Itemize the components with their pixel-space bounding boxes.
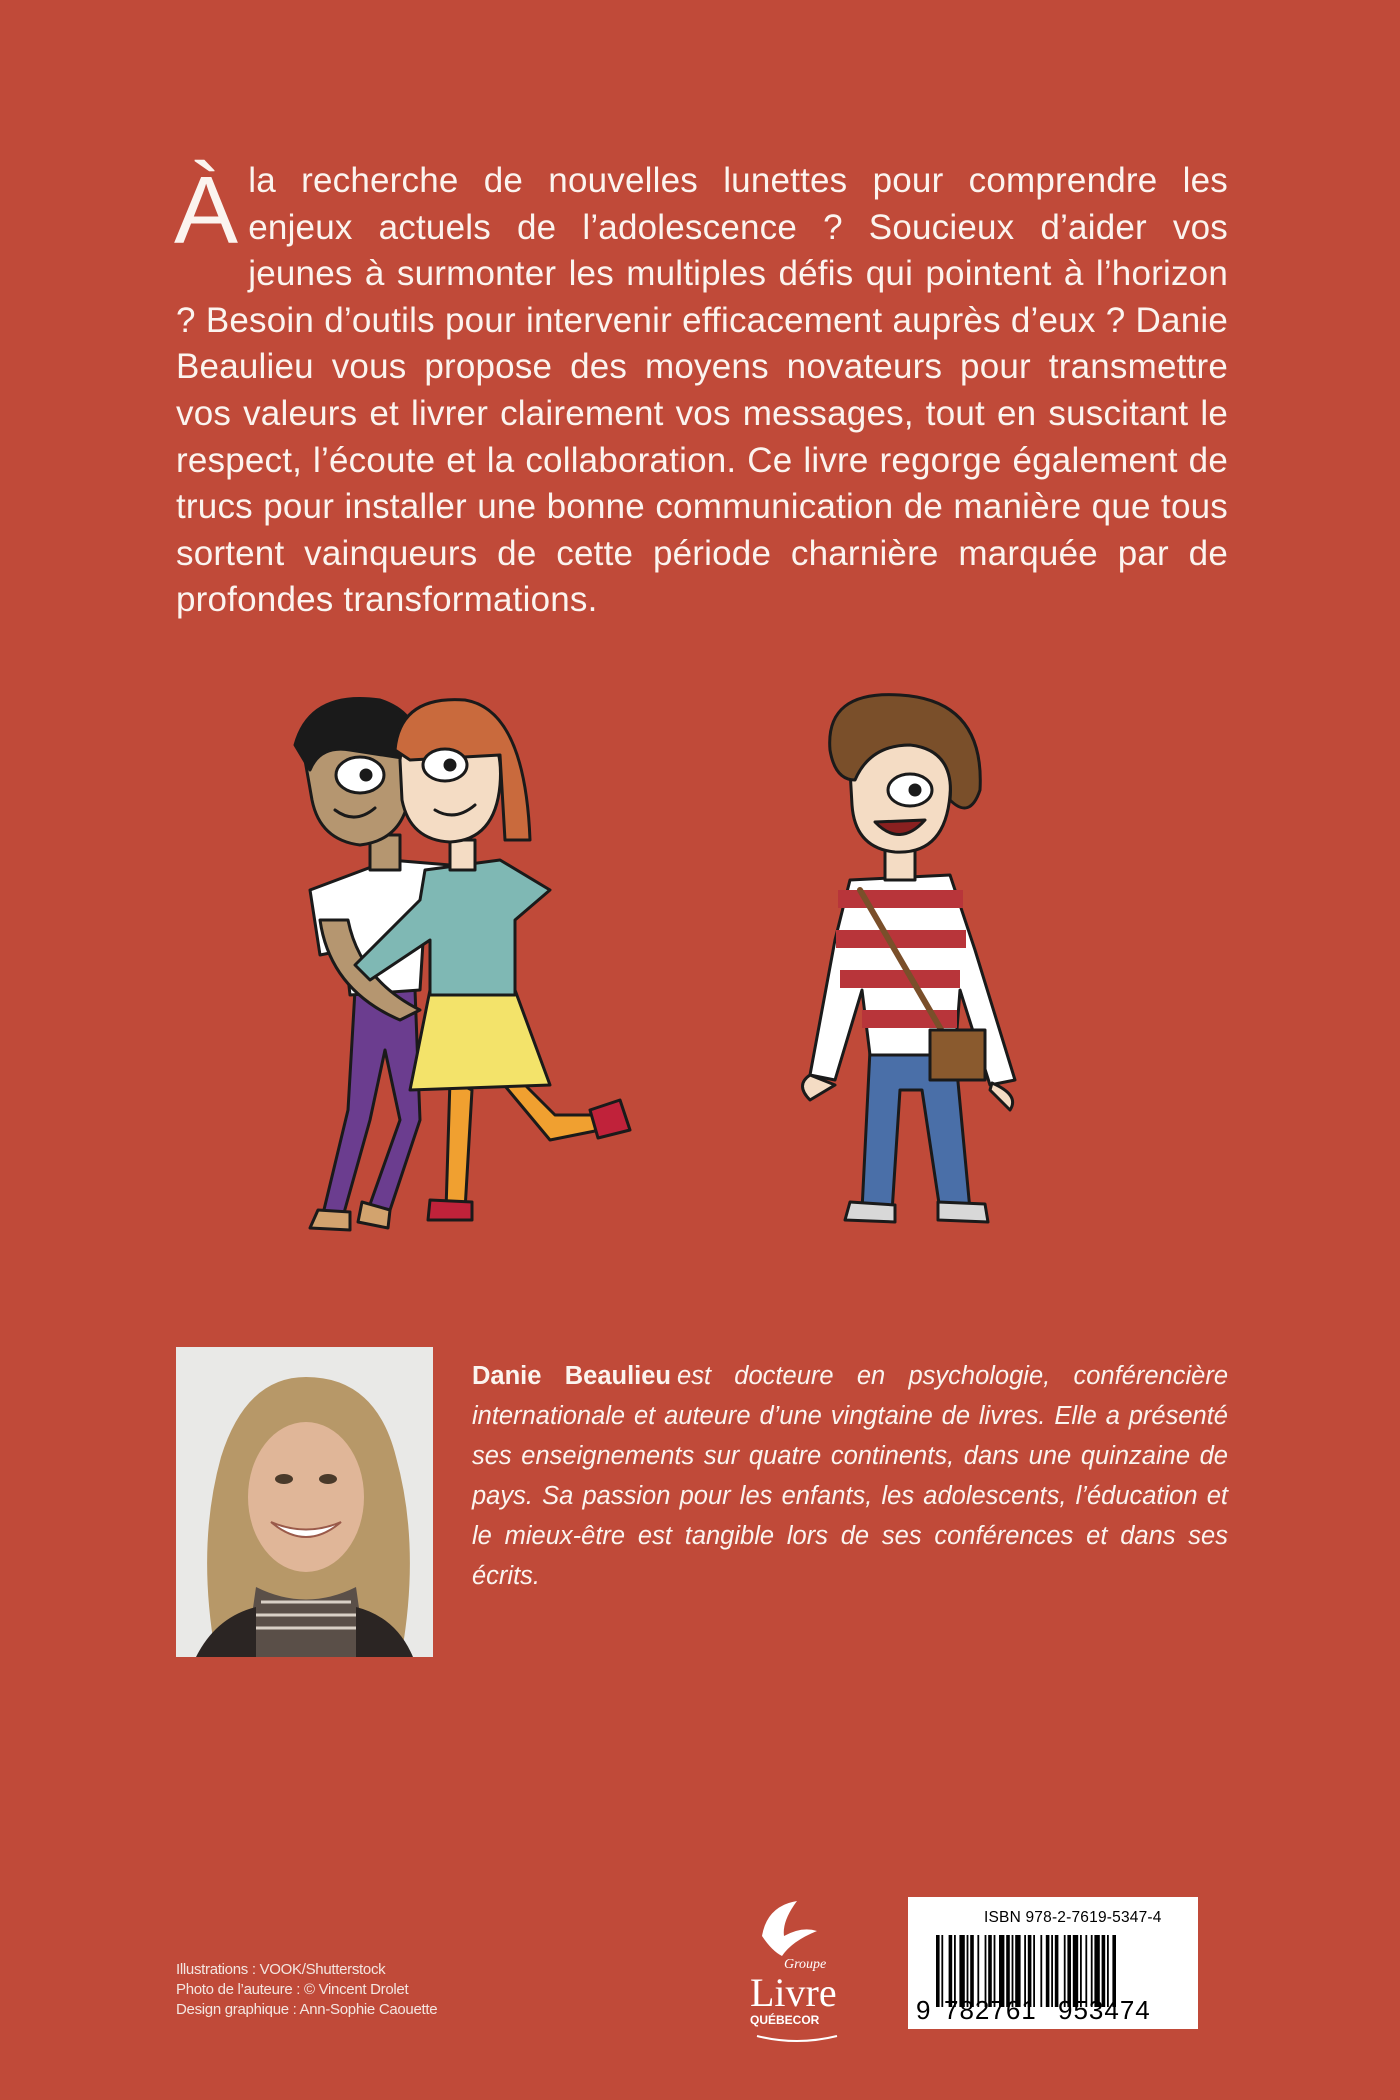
credit-illustrations: Illustrations : VOOK/Shutterstock [176, 1961, 386, 1978]
boy-legs [322, 990, 420, 1220]
girl-neck [450, 840, 475, 870]
isbn-barcode [908, 1897, 1198, 2029]
boy2-shoe [938, 1202, 988, 1222]
author-bio-text: est docteure en psychologie, conférencière internationale et auteure d’une vingtaine de livres. Elle a présenté ses enseignements sur quatre continents, dans une quinzaine de pays. Sa passion pour les enfants, les adolescents, l’éducation et le mieux-être est tangible lors de ses conférences et dans ses écrits. [472, 1362, 1229, 1590]
drop-cap: À [174, 157, 239, 264]
logo-quebecor: QUÉBECOR [750, 2013, 820, 2027]
credits [176, 1960, 437, 2020]
teenagers-illustration [250, 690, 1150, 1250]
credit-design: Design graphique : Ann-Sophie Caouette [176, 2001, 438, 2018]
boy2-bag [930, 1030, 985, 1080]
girl-skirt [410, 990, 550, 1090]
barcode-digits-left: 782761 [944, 1995, 1037, 2025]
boy2-shoe [845, 1202, 895, 1222]
author-bio [472, 1356, 1228, 1596]
barcode-digits [908, 1993, 1198, 2025]
bird-icon [762, 1901, 817, 1956]
logo-livre: Livre [750, 1970, 837, 2015]
credit-photo: Photo de l’auteure : © Vincent Drolet [176, 1981, 409, 1998]
barcode-digits-right: 953474 [1058, 1995, 1151, 2025]
logo-groupe: Groupe [784, 1957, 827, 1972]
boy2-hand [990, 1083, 1013, 1110]
back-cover-blurb [176, 158, 1228, 624]
author-name: Danie Beaulieu [472, 1362, 672, 1390]
girl-leg [446, 1080, 472, 1210]
isbn-label: ISBN 978-2-7619-5347-4 [984, 1909, 1162, 1926]
barcode-digit-first: 9 [916, 1995, 931, 2025]
blurb-text: la recherche de nouvelles lunettes pour comprendre les enjeux actuels de l’adolescence ? Soucieux d’aider vos jeunes à surmonter les multiples défis qui pointent à l’horizon ? Besoin d’outils pour intervenir efficacement auprès d’eux ? Danie Beaulieu vous propose des moyens novateurs pour transmettre vos valeurs et livrer clairement vos messages, tout en suscitant le respect, l’écoute et la collaboration. Ce livre regorge également de trucs pour installer une bonne communication de manière que tous sortent vainqueurs de cette période charnière marquée par de profondes transformations. [176, 161, 1228, 620]
publisher-logo [722, 1896, 872, 2056]
boy-shoe [310, 1210, 350, 1230]
author-photo [176, 1347, 433, 1657]
girl-shoe [590, 1100, 630, 1138]
girl-shoe [428, 1200, 472, 1220]
author-face [248, 1422, 364, 1572]
